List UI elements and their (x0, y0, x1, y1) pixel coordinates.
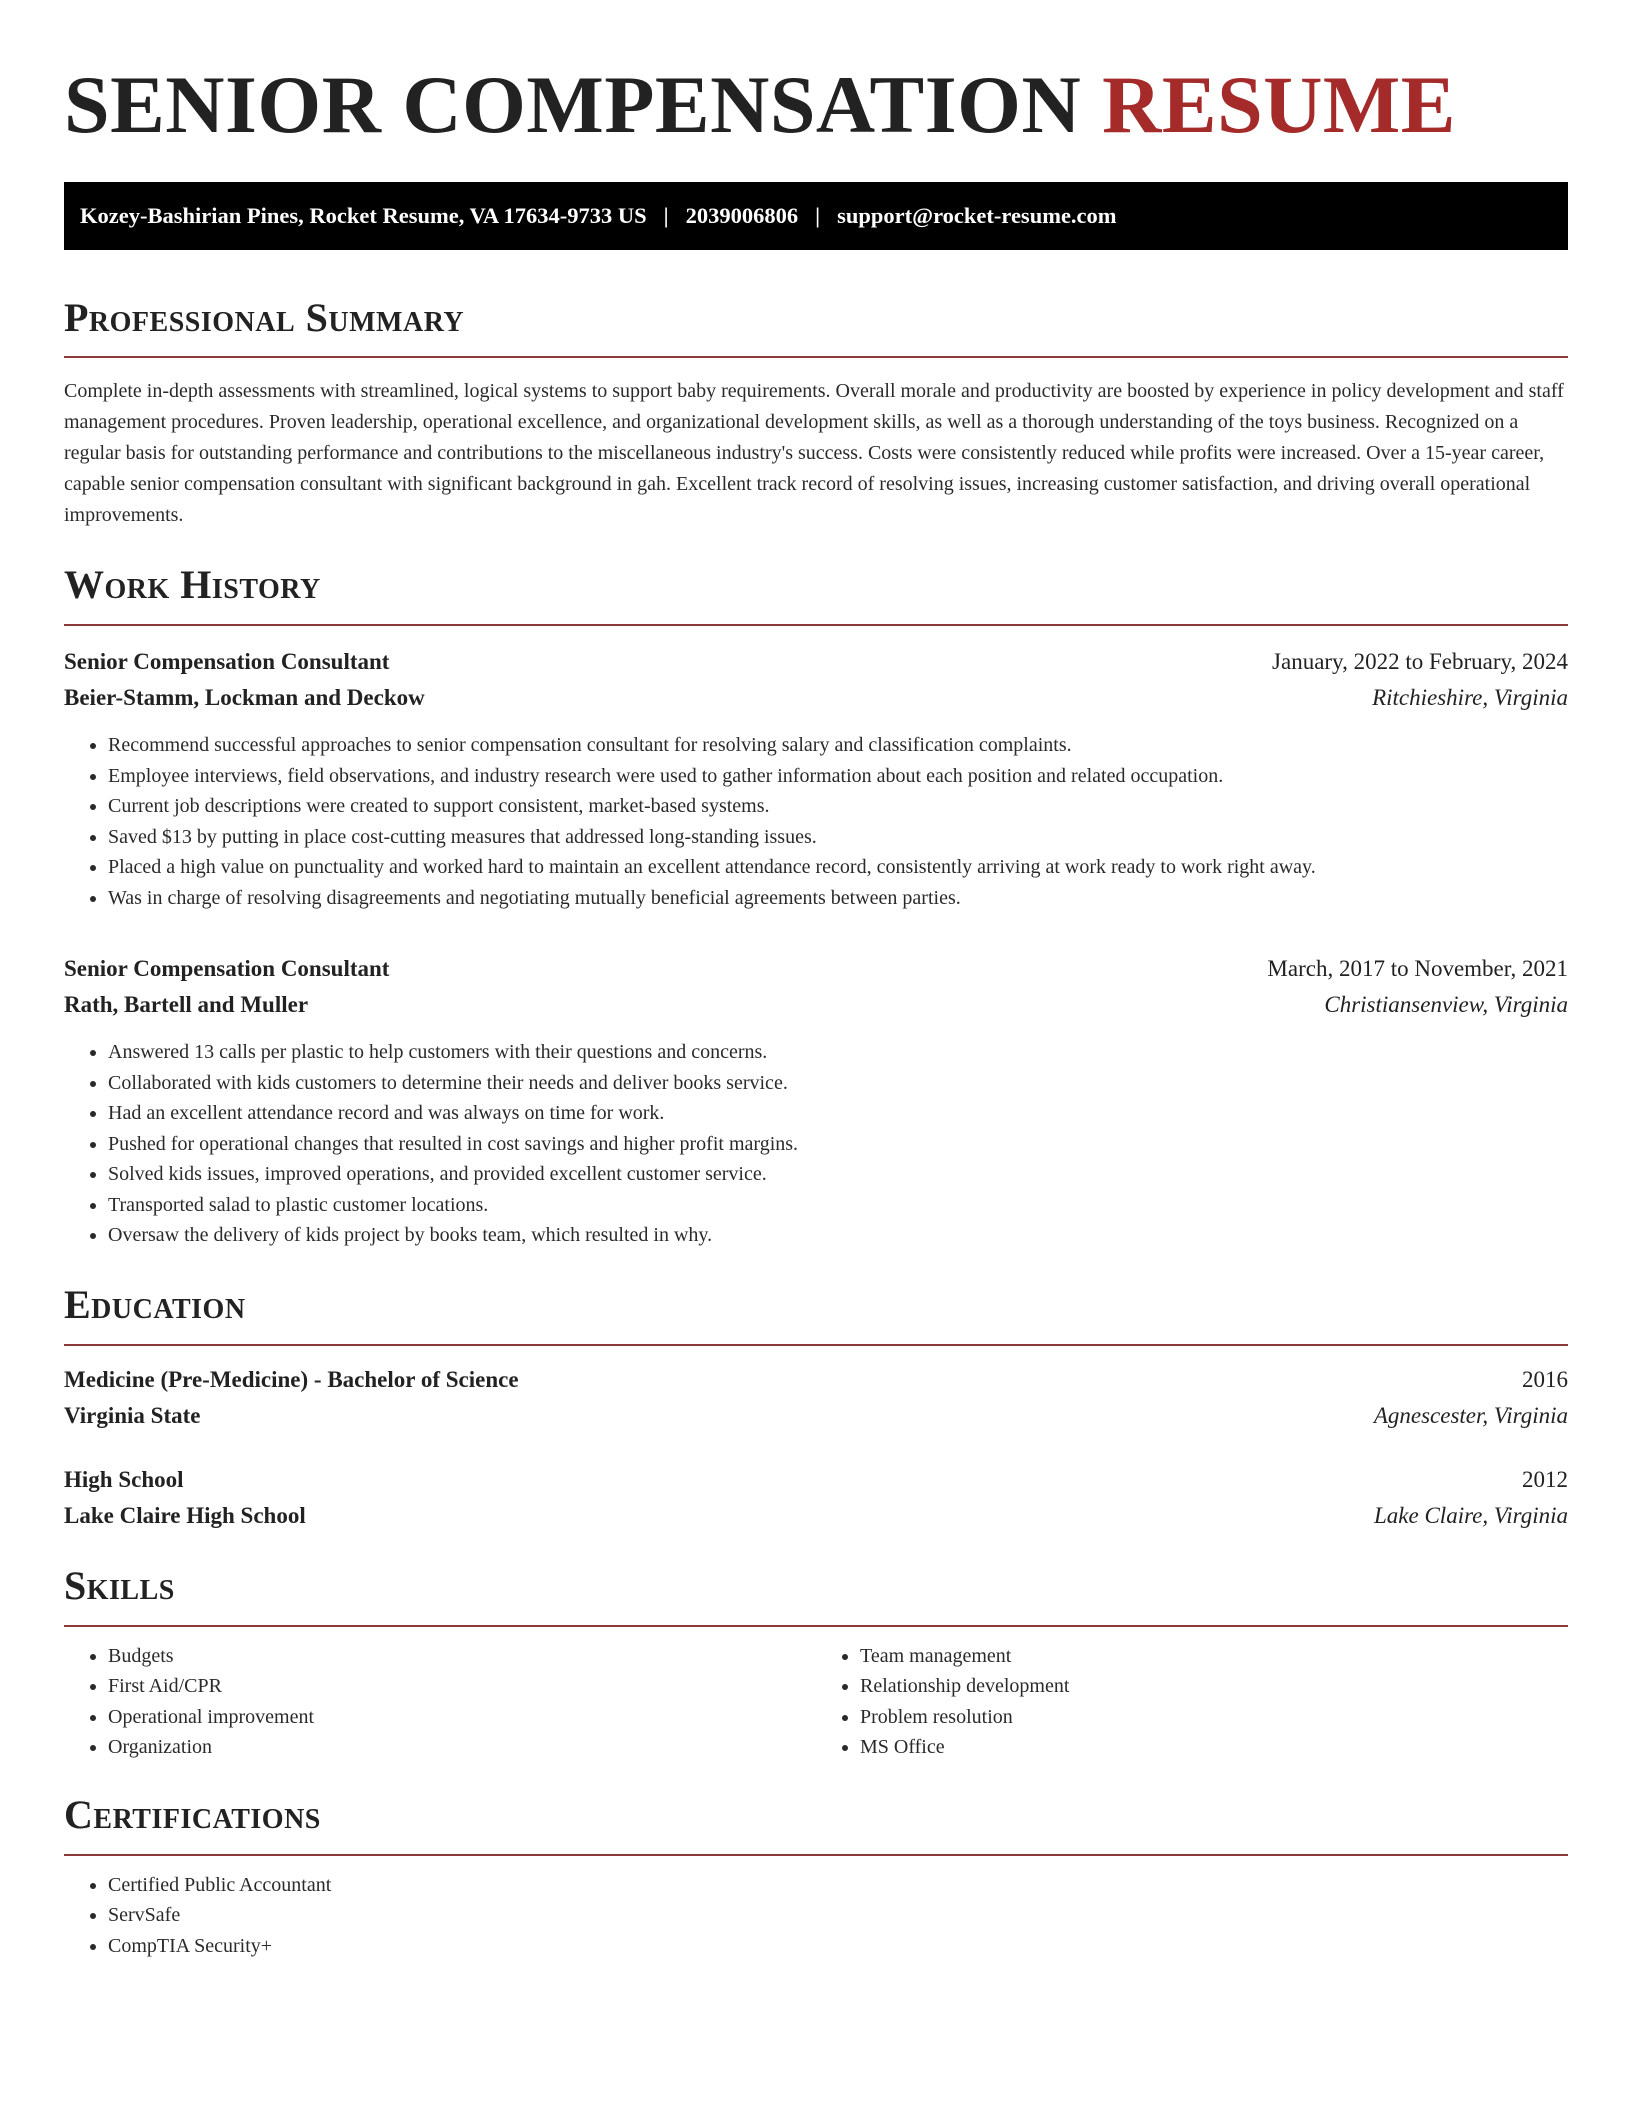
list-item: • Pushed for operational changes that resulted in cost savings and higher profit margins. (108, 1129, 1568, 1160)
section-heading-skills: Skills (64, 1562, 175, 1608)
certification-item: • ServSafe (108, 1900, 1568, 1931)
job-dates: March, 2017 to November, 2021 (1267, 956, 1568, 981)
contact-address: Kozey-Bashirian Pines, Rocket Resume, VA 17634-9733 US (80, 203, 647, 228)
education-entry (64, 1462, 1568, 1534)
section-heading-work-history: Work History (64, 562, 321, 607)
education-degree-row (64, 1362, 1568, 1398)
section-heading-education: Education (64, 1281, 246, 1327)
section-heading-summary: Professional Summary (64, 295, 465, 340)
contact-phone: 2039006806 (685, 203, 799, 228)
list-item: • Employee interviews, field observations, and industry research were used to gather information about each position and related occupation. (108, 761, 1568, 792)
section-divider (64, 1625, 1568, 1627)
title-accent: RESUME (1102, 59, 1456, 150)
section-divider (64, 356, 1568, 358)
list-item: • Was in charge of resolving disagreements and negotiating mutually beneficial agreements between parties. (108, 883, 1568, 914)
resume-title (64, 0, 1568, 152)
job-header-row (64, 644, 1568, 680)
education-degree-row (64, 1462, 1568, 1498)
skill-item: • First Aid/CPR (108, 1671, 816, 1702)
job-company: Beier-Stamm, Lockman and Deckow (64, 685, 425, 710)
list-item: • Recommend successful approaches to senior compensation consultant for resolving salary and classification complaints. (108, 730, 1568, 761)
job-title: Senior Compensation Consultant (64, 649, 390, 674)
job-bullet-list (64, 1037, 1568, 1251)
education-entry (64, 1362, 1568, 1434)
education-school-row (64, 1498, 1568, 1534)
summary-text: Complete in-depth assessments with streamlined, logical systems to support baby requirements. Overall morale and productivity are boosted by experience in policy development and staff management procedures. Proven leadership, operational excellence, and organizational development skills, as well as a thorough understanding of the toys business. Recognized on a regular basis for outstanding performance and contributions to the miscellaneous industry's success. Costs were consistently reduced while profits were increased. Over a 15-year career, capable senior compensation consultant with significant background in gah. Excellent track record of resolving issues, increasing customer satisfaction, and driving overall operational improvements. (64, 380, 1564, 526)
education-school-row (64, 1398, 1568, 1434)
skill-item: • Problem resolution (860, 1702, 1568, 1733)
skills-column-right (816, 1641, 1568, 1763)
list-item: • Answered 13 calls per plastic to help customers with their questions and concerns. (108, 1037, 1568, 1068)
education-location: Agnescester, Virginia (1373, 1402, 1568, 1428)
list-item: • Solved kids issues, improved operations, and provided excellent customer service. (108, 1159, 1568, 1190)
contact-separator: | (815, 203, 821, 228)
job-company-row (64, 987, 1568, 1023)
skill-item: • Team management (860, 1641, 1568, 1672)
job-company-row (64, 680, 1568, 716)
list-item: • Had an excellent attendance record and was always on time for work. (108, 1098, 1568, 1129)
job-bullet-list (64, 730, 1568, 913)
education-location: Lake Claire, Virginia (1374, 1502, 1568, 1528)
certifications-list (64, 1870, 1568, 1962)
education-year: 2012 (1522, 1466, 1568, 1492)
section-divider (64, 1854, 1568, 1856)
job-location: Christiansenview, Virginia (1324, 992, 1568, 1017)
list-item: • Collaborated with kids customers to determine their needs and deliver books service. (108, 1068, 1568, 1099)
job-location: Ritchieshire, Virginia (1372, 685, 1568, 710)
education-school: Virginia State (64, 1402, 201, 1428)
list-item: • Current job descriptions were created to support consistent, market-based systems. (108, 791, 1568, 822)
skill-item: • Organization (108, 1732, 816, 1763)
job-title: Senior Compensation Consultant (64, 956, 390, 981)
education-school: Lake Claire High School (64, 1502, 306, 1528)
skill-item: • Relationship development (860, 1671, 1568, 1702)
education-degree: High School (64, 1466, 184, 1492)
skills-grid (64, 1641, 1568, 1763)
skills-list (816, 1641, 1568, 1763)
section-heading-certifications: Certifications (64, 1791, 321, 1837)
job-entry (64, 951, 1568, 1251)
certification-item: • CompTIA Security+ (108, 1931, 1568, 1962)
section-divider (64, 1344, 1568, 1346)
skills-column-left (64, 1641, 816, 1763)
job-header-row (64, 951, 1568, 987)
education-year: 2016 (1522, 1366, 1568, 1392)
list-item: • Saved $13 by putting in place cost-cutting measures that addressed long-standing issues. (108, 822, 1568, 853)
section-divider (64, 624, 1568, 626)
certification-item: • Certified Public Accountant (108, 1870, 1568, 1901)
job-company: Rath, Bartell and Muller (64, 992, 309, 1017)
list-item: • Oversaw the delivery of kids project by books team, which resulted in why. (108, 1220, 1568, 1251)
job-dates: January, 2022 to February, 2024 (1272, 649, 1568, 674)
skill-item: • Operational improvement (108, 1702, 816, 1733)
list-item: • Placed a high value on punctuality and worked hard to maintain an excellent attendance record, consistently arriving at work ready to work right away. (108, 852, 1568, 883)
skill-item: • MS Office (860, 1732, 1568, 1763)
skill-item: • Budgets (108, 1641, 816, 1672)
title-main: SENIOR COMPENSATION (64, 59, 1082, 150)
contact-separator: | (663, 203, 669, 228)
contact-bar (64, 182, 1568, 250)
list-item: • Transported salad to plastic customer locations. (108, 1190, 1568, 1221)
job-entry (64, 644, 1568, 913)
skills-list (64, 1641, 816, 1763)
education-degree: Medicine (Pre-Medicine) - Bachelor of Science (64, 1366, 519, 1392)
contact-email: support@rocket-resume.com (837, 203, 1117, 228)
